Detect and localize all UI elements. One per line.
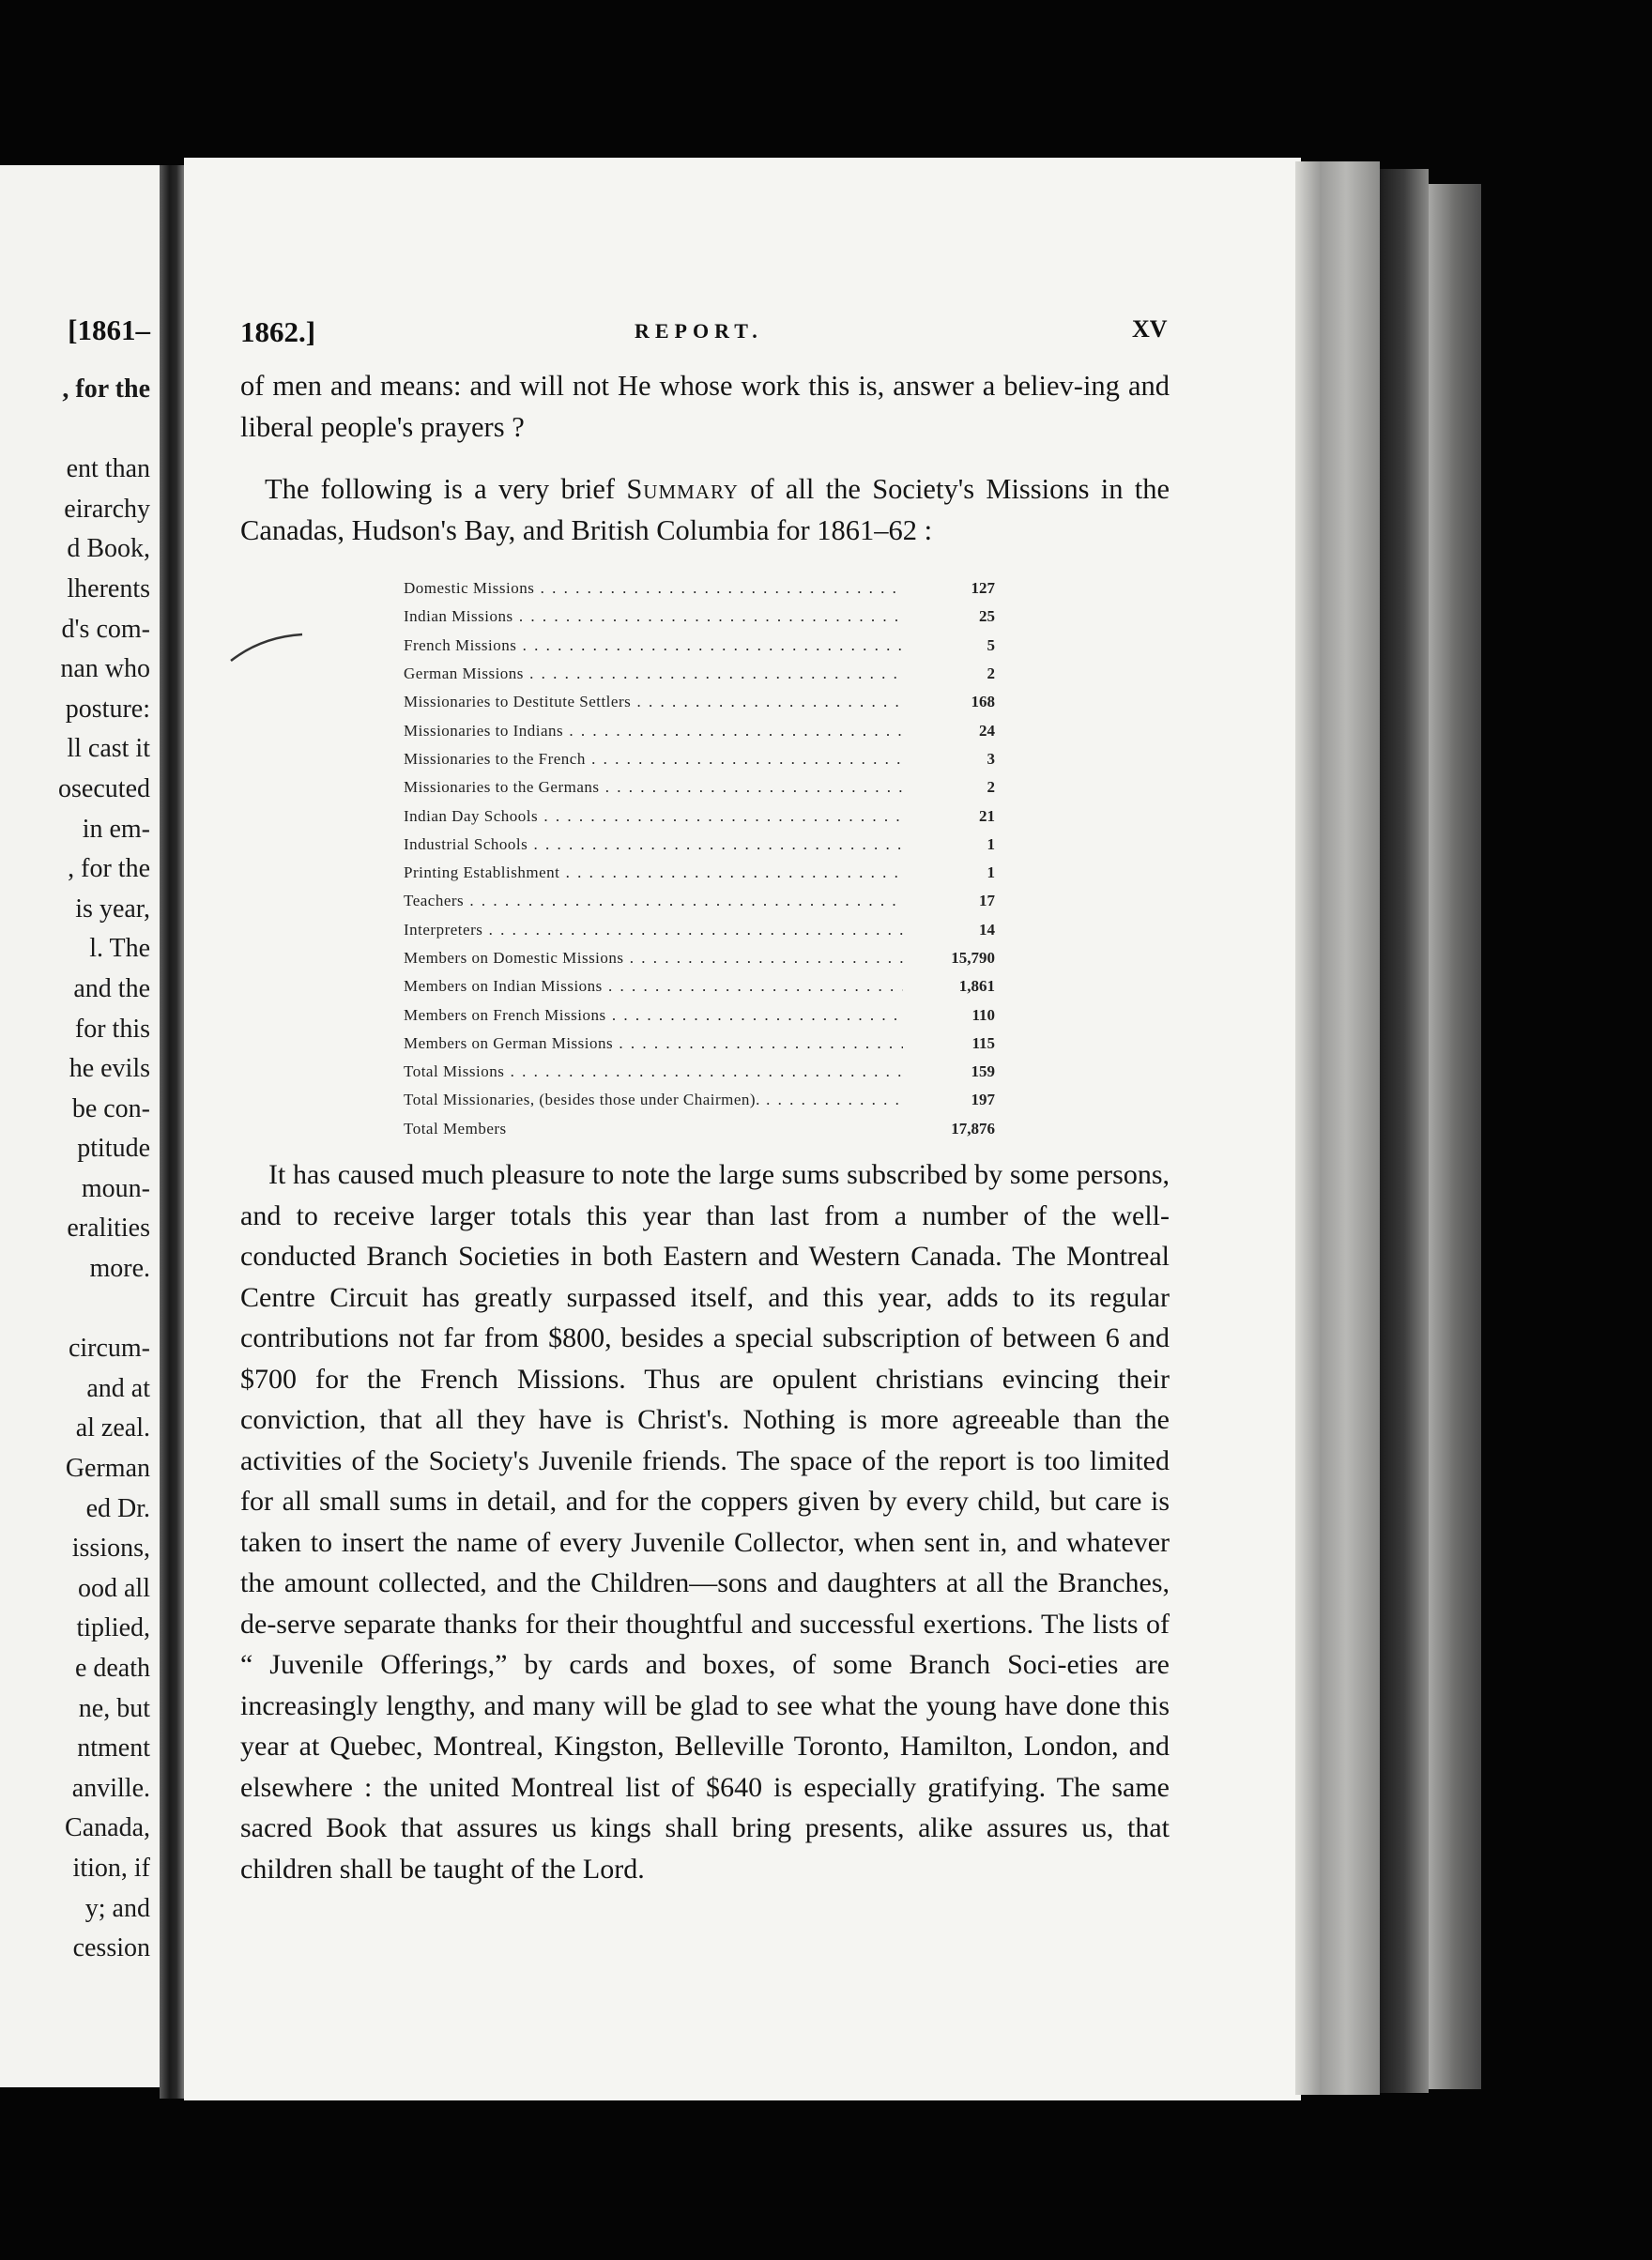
summary-row — [404, 1058, 995, 1086]
summary-row-value: 1 — [987, 834, 995, 853]
left-page-line: al zeal. — [75, 1413, 150, 1443]
book-cover-edge-outer — [1429, 184, 1481, 2089]
summary-row-value: 3 — [987, 749, 995, 768]
summary-row — [404, 1115, 995, 1143]
summary-row-label: French Missions . . . — [404, 636, 903, 655]
left-page-line: German — [65, 1454, 150, 1484]
left-page-line: anville. — [71, 1773, 150, 1803]
header-year: 1862.] — [240, 315, 316, 348]
summary-row-value: 115 — [971, 1033, 995, 1052]
summary-row-label: Members on Domestic Missions . . . — [404, 949, 903, 968]
summary-row — [404, 802, 995, 830]
left-page-line: Canada, — [65, 1813, 150, 1843]
left-page-line: , for the — [62, 374, 150, 404]
summary-row-value: 159 — [971, 1062, 995, 1081]
left-page-line: cession — [72, 1933, 150, 1963]
left-page-header: [1861– — [68, 313, 150, 346]
left-page-line: be con- — [71, 1093, 150, 1123]
left-page-line: circum- — [68, 1334, 150, 1364]
left-page-text — [0, 370, 150, 1969]
summary-intro-before: The following is a very brief — [265, 473, 616, 505]
summary-intro-paragraph — [240, 469, 1170, 551]
summary-row-value: 25 — [979, 607, 995, 626]
left-page-line: d's com- — [61, 614, 150, 644]
left-page-line: moun- — [81, 1173, 150, 1203]
left-page-line: osecuted — [58, 773, 150, 803]
summary-row — [404, 1086, 995, 1114]
left-page-line: ood all — [78, 1573, 150, 1603]
summary-row-label: Total Members — [404, 1119, 507, 1138]
left-page-line: and at — [86, 1373, 150, 1403]
summary-row — [404, 1030, 995, 1058]
left-page-line: d Book, — [67, 534, 150, 564]
summary-row — [404, 944, 995, 972]
left-facing-page — [0, 165, 160, 2087]
summary-row-value: 21 — [979, 806, 995, 825]
summary-row — [404, 859, 995, 887]
pencil-mark-icon — [229, 627, 304, 664]
left-page-line: ition, if — [72, 1853, 150, 1883]
left-page-line: he evils — [69, 1054, 150, 1084]
summary-intro-after: of all the Society's Missions in the Canadas, Hudson's Bay, and British Columbia for 1861–62 : — [240, 473, 1170, 546]
book-spine — [160, 165, 184, 2099]
summary-row — [404, 603, 995, 631]
left-page-line: ne, but — [78, 1693, 150, 1723]
left-page-line — [0, 1290, 150, 1330]
summary-row-label: Total Missionaries, (besides those under Chairmen). . . . — [404, 1091, 903, 1109]
summary-row-label: Total Missions . . . — [404, 1062, 903, 1081]
summary-row-value: 15,790 — [951, 949, 995, 967]
summary-row — [404, 574, 995, 603]
left-page-line: y; and — [84, 1893, 150, 1923]
summary-row — [404, 688, 995, 716]
summary-row-value: 5 — [987, 635, 995, 654]
left-page-line: issions, — [71, 1534, 150, 1564]
intro-paragraph: of men and means: and will not He whose work this is, answer a believ-ing and liberal people's prayers ? — [240, 370, 1170, 443]
summary-row-label: Members on French Missions . . . — [404, 1006, 903, 1025]
summary-row-label: German Missions . . . — [404, 664, 903, 683]
summary-row — [404, 632, 995, 660]
summary-row-label: Missionaries to Destitute Settlers . . . — [404, 693, 903, 711]
left-page-line: is year, — [75, 893, 150, 924]
left-page-line: posture: — [65, 694, 150, 724]
summary-row-label: Members on German Missions . . . — [404, 1034, 903, 1053]
summary-row-value: 2 — [987, 664, 995, 683]
summary-row-value: 168 — [971, 693, 995, 711]
left-page-line: ent than — [66, 454, 150, 484]
summary-row-value: 127 — [971, 579, 995, 598]
summary-row-label: Missionaries to the Germans . . . — [404, 778, 903, 797]
left-page-line: l. The — [89, 934, 150, 964]
left-page-line: eralities — [67, 1214, 150, 1244]
missions-summary-table — [404, 574, 995, 1143]
summary-row-value: 24 — [979, 721, 995, 740]
summary-row — [404, 916, 995, 944]
left-page-line: tiplied, — [76, 1613, 150, 1643]
summary-row — [404, 972, 995, 1000]
summary-keyword: Summary — [626, 473, 739, 505]
summary-row-value: 17,876 — [951, 1119, 995, 1138]
summary-row-value: 1 — [987, 863, 995, 882]
left-page-line: lherents — [67, 573, 150, 603]
summary-row — [404, 716, 995, 744]
summary-row-label: Printing Establishment . . . — [404, 863, 903, 882]
summary-row — [404, 831, 995, 859]
summary-row — [404, 773, 995, 802]
left-page-line: e death — [74, 1654, 150, 1683]
summary-row-label: Teachers . . . — [404, 892, 903, 910]
summary-row-label: Interpreters . . . — [404, 921, 903, 939]
left-page-line: ed Dr. — [85, 1493, 150, 1523]
summary-row-label: Members on Indian Missions . . . — [404, 977, 903, 996]
left-page-line: and the — [73, 973, 150, 1003]
summary-row-value: 110 — [971, 1005, 995, 1024]
left-page-line: eirarchy — [64, 494, 150, 524]
summary-row-value: 2 — [987, 778, 995, 797]
summary-row-value: 197 — [971, 1091, 995, 1109]
book-cover-edge — [1380, 169, 1429, 2093]
summary-row-label: Missionaries to the French . . . — [404, 750, 903, 769]
summary-row — [404, 1000, 995, 1029]
left-page-line: ptitude — [77, 1134, 150, 1164]
left-page-line: in em- — [82, 814, 150, 844]
left-page-line: ntment — [77, 1733, 150, 1764]
left-page-line: more. — [89, 1254, 150, 1284]
summary-row-value: 14 — [979, 920, 995, 939]
body-paragraph: It has caused much pleasure to note the large sums subscribed by some persons, and to receive larger totals this year than last from a number of the well-conducted Branch Societies in both Eastern and Western Canada. The Montreal Centre Circuit has greatly surpassed itself, and this year, adds to its regular contributions not far from $800, besides a special subscription of between 6 and $700 for the French Missions. Thus are opulent christians evincing their conviction, that all they have is Christ's. Nothing is more agreeable than the activities of the Society's Juvenile friends. The space of the report is too limited for all small sums in detail, and for the coppers given by every child, but care is taken to insert the name of every Juvenile Collector, when sent in, and whatever the amount collected, and the Children—sons and daughters at all the Branches, de-serve separate thanks for their thoughtful and successful exertions. The lists of “ Juvenile Offerings,” by cards and boxes, of some Branch Soci-eties are increasingly lengthy, and many will be glad to see what the young have done this year at Quebec, Montreal, Kingston, Belleville Toronto, Hamilton, London, and elsewhere : the united Montreal list of $640 is especially gratifying. The same sacred Book that assures us kings shall bring presents, alike assures us, that children shall be taught of the Lord. — [240, 1159, 1170, 1885]
summary-row-label: Domestic Missions . . . — [404, 579, 903, 598]
summary-row — [404, 660, 995, 688]
left-page-line: for this — [74, 1014, 150, 1044]
left-page-line: , for the — [68, 854, 150, 884]
summary-row-label: Indian Day Schools . . . — [404, 807, 903, 826]
summary-row-label: Missionaries to Indians . . . — [404, 722, 903, 741]
summary-row-value: 1,861 — [958, 977, 995, 996]
summary-row-label: Indian Missions . . . — [404, 607, 903, 626]
page-edge — [1295, 161, 1380, 2095]
header-title: REPORT. — [635, 319, 763, 343]
summary-row — [404, 745, 995, 773]
summary-row — [404, 887, 995, 915]
left-page-line — [0, 410, 150, 450]
left-page-line: nan who — [60, 654, 150, 684]
summary-row-label: Industrial Schools . . . — [404, 835, 903, 854]
left-page-line: ll cast it — [67, 734, 150, 764]
page-header — [240, 315, 1183, 353]
summary-row-value: 17 — [979, 892, 995, 910]
page-number: XV — [1132, 315, 1168, 343]
